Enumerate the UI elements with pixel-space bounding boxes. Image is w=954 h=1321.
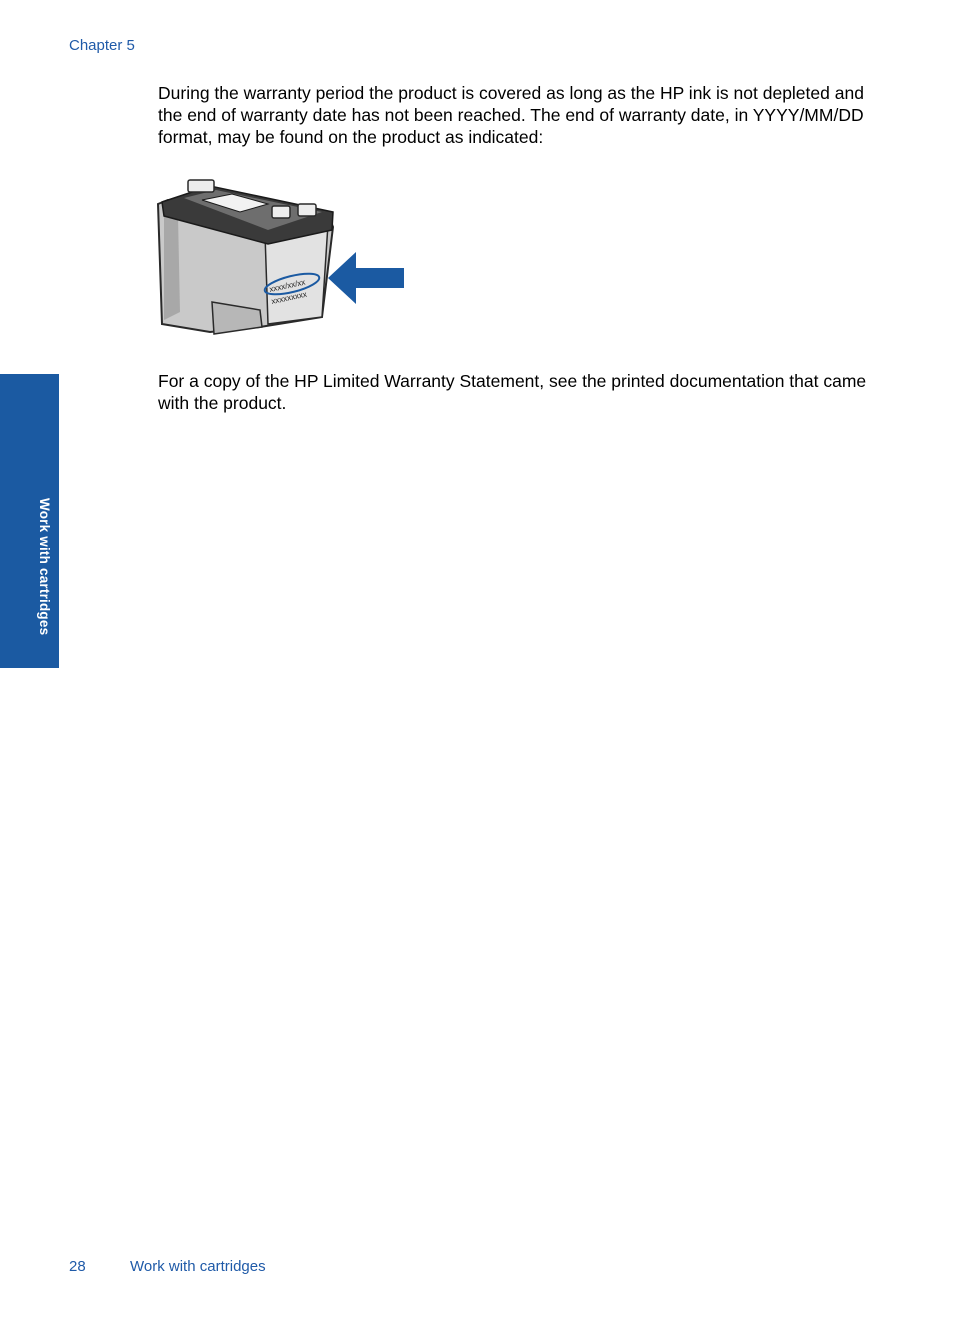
cartridge-tab-right — [298, 204, 316, 216]
cartridge-side-shade — [164, 212, 180, 320]
pointer-arrow-icon — [328, 252, 404, 304]
warranty-statement-paragraph: For a copy of the HP Limited Warranty Statement, see the printed documentation that came with the product. — [158, 371, 867, 413]
chapter-header: Chapter 5 — [69, 37, 135, 54]
cartridge-tab-mid — [272, 206, 290, 218]
cartridge-tab-left — [188, 180, 214, 192]
page-number: 28 — [69, 1258, 86, 1275]
serial-code-text: xxxxxxxxx — [270, 289, 308, 306]
footer-section-title: Work with cartridges — [130, 1258, 266, 1275]
date-code-text: xxxx/xx/xx — [268, 277, 307, 294]
warranty-paragraph: During the warranty period the product is covered as long as the HP ink is not depleted and the end of warranty date has not been reached. The end of warranty date, in YYYY/MM/DD format, may be found on the product as indicated: — [158, 83, 864, 147]
cartridge-illustration — [150, 172, 420, 342]
side-tab-label: Work with cartridges — [37, 498, 52, 636]
